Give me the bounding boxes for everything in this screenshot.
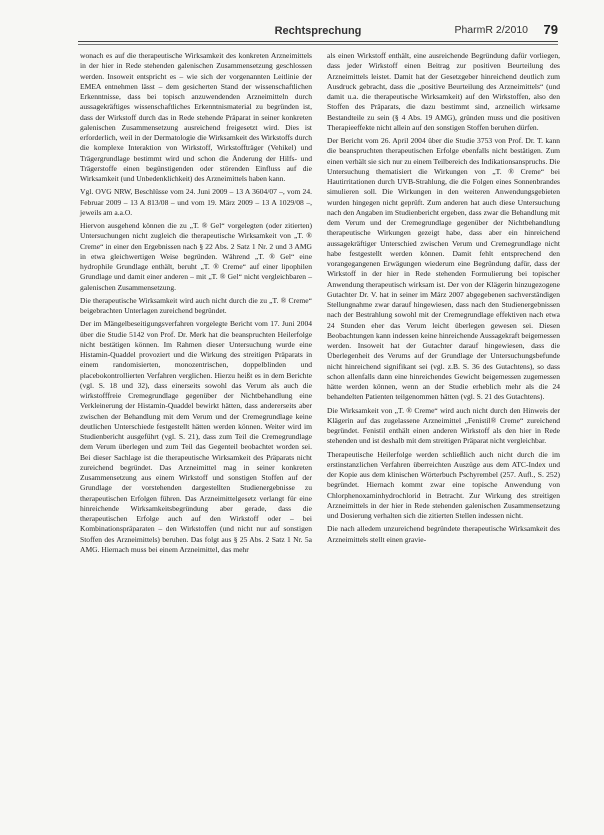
header-rule: [78, 41, 558, 42]
paragraph: wonach es auf die therapeutische Wirksamkeit des konkreten Arzneimittels in der hier in Rede stehenden galenischen Zusammensetzung geschlossen werden. Insoweit entspricht es – wie sich der vorgenannten Leitlinie der EMEA entnehmen lässt – dem gesicherten Stand der wissenschaftlichen Erkenntnisse, dass bei topisch anzuwendenden Arzneimitteln durch aussagekräftiges wissenschaftliches Erkenntnismaterial zu begründen ist, dass der Wirkstoff durch das in Rede stehende Präparat in seiner konkreten galenischen Zusammensetzung ausreichend freigesetzt wird. Dies ist erforderlich, weil in der Dermatologie die Wirksamkeit des Wirkstoffs durch die komplexe Interaktion von Wirkstoff, Wirkstoffträger (Vehikel) und Trägergrundlage bestimmt wird und schon die Änderung der Hilfs- und Trägerstoffe einen begünstigenden oder störenden Einfluss auf die Wirksamkeit (und Unbedenklichkeit) des Arzneimittels haben kann.: [80, 51, 312, 183]
left-column: [80, 51, 312, 558]
right-column: [327, 51, 560, 548]
paragraph: Die Wirksamkeit von „T. ® Creme“ wird auch nicht durch den Hinweis der Klägerin auf das zugelassene Arzneimittel „Fenistil® Creme“ zureichend begründet. Fenistil enthält einen anderen Wirkstoff als den hier in Rede stehenden und ist deshalb mit dem streitigen Präparat nicht vergleichbar.: [327, 405, 560, 446]
paragraph: Der Bericht vom 26. April 2004 über die Studie 3753 von Prof. Dr. T. kann die beanspruchten therapeutischen Erfolge ebenfalls nicht bestätigen. Zum einen verhält sie sich nur zu einem Teilbereich des Indikationsanspruchs. Die Untersuchung thematisiert die Wirkungen von „T. ® Creme“ bei Hautirritationen durch UVB-Strahlung, die die Folgen eines Sonnenbrandes simulieren soll. Die Wirkungen in den weiteren Anwendungsgebieten wurden hingegen nicht geprüft. Zum anderen hat auch diese Untersuchung nach den Angaben im Studienbericht ergeben, dass zwar die Behandlung mit dem Verum und der Cremegrundlage gegenüber der Nichtbehandlung therapeutische Wirkungen gezeigt habe, dass aber ein hinreichend aussagekräftiger Unterschied zwischen Verum und Cremegrundlage nicht habe festgestellt werden können. Damit fehlt entsprechend den vorangegangenen Erwägungen wiederum eine Begründung dafür, dass der Wirkstoff in der hier in Rede stehenden Formulierung bei topischer Anwendung therapeutisch wirksam ist. Der von der Klägerin hinzugezogene Gutachter Dr. V. hat in seiner im März 2007 abgegebenen sachverständigen Stellungnahme zwar darauf hingewiesen, dass nach den Studienergebnissen nach der Bestrahlung sowohl mit der Cremegrundlage effektiven nach etwa 24 Stunden eher das Verum leicht überlegen gewesen sei. Diesen Beobachtungen kann indessen keine hinreichende Aussagekraft beigemessen werden. Insoweit hat der Gutachter darauf hingewiesen, dass die Überlegenheit des Verums auf der Grundlage der Untersuchungsbefunde nicht hinreichend signifikant sei (vgl. z.B. S. 36 des Gutachtens), so dass schon allenfalls dann eine hinreichendes Gewicht beigemessen zugemessen hätte werden können, wenn an der Studie erheblich mehr als die 24 behandelten Patienten teilgenommen hätten (vgl. S. 21 des Gutachtens).: [327, 136, 561, 402]
paragraph: Hiervon ausgehend können die zu „T. ® Gel“ vorgelegten (oder zitierten) Untersuchungen nicht zugleich die therapeutische Wirksamkeit von „T. ® Creme“ in einer den Ergebnissen nach § 22 Abs. 2 Satz 1 Nr. 2 und 3 AMG in etwa gleichwertigen Weise begründen. Während „T. ® Gel“ eine hydrophile Grundlage enthält, beruht „T. ® Creme“ auf einer lipophilen Grundlage und damit einer anderen – mit „T. ® Gel“ nicht vergleichbaren – galenischen Zusammensetzung.: [80, 221, 312, 292]
citation-paragraph: Vgl. OVG NRW, Beschlüsse vom 24. Juni 2009 – 13 A 3604/07 –, vom 24. Februar 2009 – 13 A 813/08 – und vom 19. März 2009 – 13 A 1029/08 –, jeweils am a.a.O.: [80, 187, 312, 217]
issue-label: PharmR 2/2010: [454, 24, 528, 36]
paragraph: als einen Wirkstoff enthält, eine ausreichende Begründung dafür vorliegen, dass jeder Wirkstoff einen Beitrag zur positiven Beurteilung des Arzneimittels leistet. Damit hat der Gesetzgeber hinreichend deutlich zum Ausdruck gebracht, dass die „positive Beurteilung des Arzneimittels“ (und damit u.a. die therapeutische Wirksamkeit) auf den Wirkstoffen, also den Stoffen des Präparats, die dazu bestimmt sind, arzneilich wirksame Bestandteile zu sein (§ 4 Abs. 19 AMG), gründen muss und die positiven Therapieeffekte nicht allein auf den sonstigen Stoffen beruhen dürfen.: [327, 51, 560, 132]
header-rule-thin: [78, 44, 558, 45]
paragraph: Die therapeutische Wirksamkeit wird auch nicht durch die zu „T. ® Creme“ beigebrachten Unterlagen zureichend begründet.: [80, 295, 312, 315]
paragraph: Der im Mängelbeseitigungsverfahren vorgelegte Bericht vom 17. Juni 2004 über die Studie 5142 von Prof. Dr. Merk hat die beanspruchten Heilerfolge nicht bestätigen können. Im Rahmen dieser Untersuchung wurde eine Histamin-Quaddel provoziert und die Wirkung des streitigen Präparats in einem randomisierten, monozentrischen, doppelblinden und placebokontrollierten Verfahren verglichen. Hierzu heißt es in dem Berichte (vgl. S. 18 und 32), dass einerseits sowohl das Verum als auch die wirkstofffreie Cremegrundlage gegenüber der Nichtbehandlung eine Verkleinerung der Histamin-Quaddel bewirkt hätten, dass andererseits aber zwischen der Behandlung mit dem Verum und der Cremegrundlage keine deutlichen Unterschiede festgestellt hätten werden können. Weiter wird im Studienbericht ausgeführt (vgl. S. 21), dass zum Teil die Cremegrundlage dem Verum überlegen und zum Teil das Gegenteil beobachtet worden sei. Bei dieser Sachlage ist die therapeutische Wirksamkeit des Präparats nicht zureichend begründet. Das Arzneimittel mag in seiner konkreten Zusammensetzung aus einem Wirkstoff und sonstigen Stoffen auf der Grundlage der vorstehenden dargestellten Studienergebnisse zu therapeutischen Erfolgen führen. Das Arzneimittelgesetz verlangt für eine hinreichende Wirksamkeitsbegründung aber gerade, dass die therapeutischen Erfolge auch auf den Wirkstoff oder – bei Kombinationspräparaten – den Wirkstoffen (und nicht nur auf sonstigen Stoffen des Arzneimittels) beruhen. Das folgt aus § 25 Abs. 2 Satz 1 Nr. 5a AMG. Hiernach muss bei einem Arzneimittel, das mehr: [80, 319, 312, 554]
page-number: 79: [543, 22, 558, 37]
section-title: Rechtsprechung: [274, 25, 362, 37]
paragraph: Die nach alledem unzureichend begründete therapeutische Wirksamkeit des Arzneimittels stellt einen gravie-: [327, 524, 560, 544]
paragraph: Therapeutische Heilerfolge werden schließlich auch nicht durch die im erstinstanzlichen Verfahren überreichten Auszüge aus dem ATC-Index und der Kopie aus dem klinischen Wörterbuch Pschyrembel (257. Aufl., S. 252) begründet. Hiernach kommt zwar eine topische Anwendung von Chlorphenoxaminhydrochlorid in Betracht. Zur Wirkung des streitigen Arzneimittels in der hier in Rede stehenden galenischen Zusammensetzung und Dosierung verhalten sich die zitierten Stellen indessen nicht.: [327, 449, 560, 520]
